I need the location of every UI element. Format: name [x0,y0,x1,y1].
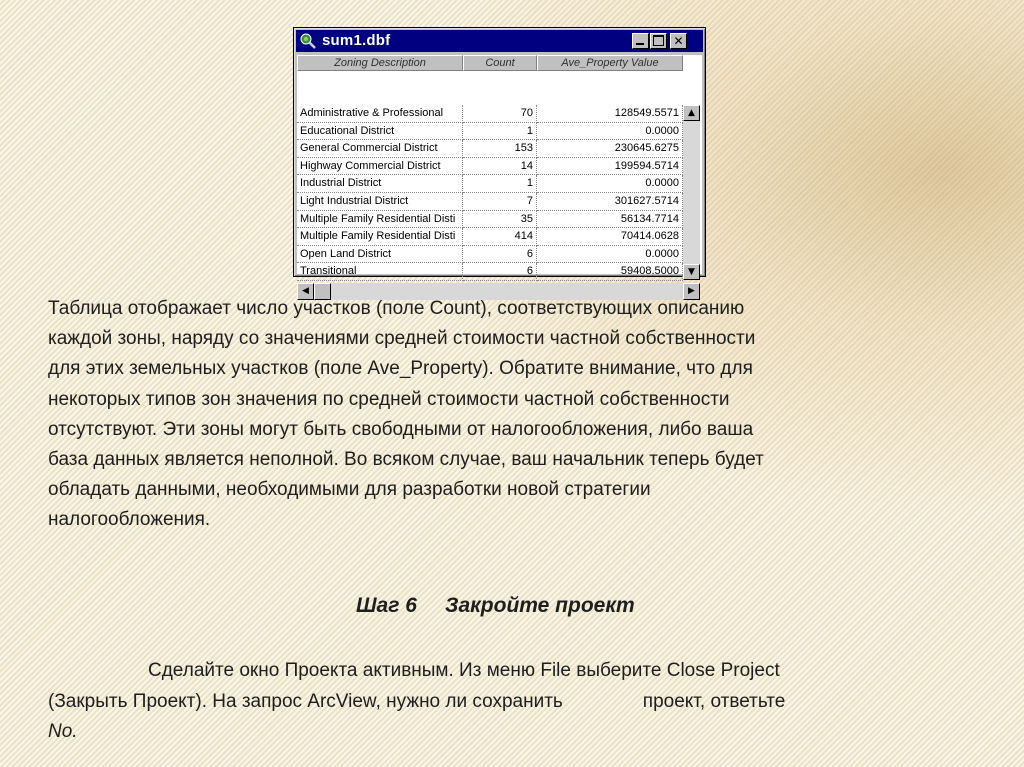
cell-count[interactable]: 1 [463,123,537,141]
cell-zoning[interactable]: Transitional [297,263,463,281]
table-header [297,55,683,71]
cell-count[interactable]: 7 [463,193,537,211]
cell-zoning[interactable]: Industrial District [297,175,463,193]
cell-ave-value[interactable]: 0.0000 [537,246,683,264]
dbf-table-window[interactable] [293,27,706,296]
cell-ave-value[interactable]: 56134.7714 [537,211,683,229]
cell-zoning[interactable]: General Commercial District [297,140,463,158]
minimize-button[interactable] [632,33,649,49]
column-header-ave-property-value[interactable]: Ave_Property Value [537,55,683,71]
cell-ave-value[interactable]: 0.0000 [537,175,683,193]
cell-count[interactable]: 6 [463,263,537,281]
table-row[interactable] [297,263,683,281]
instruction-line: проект, ответьте [642,690,786,712]
paragraph-line: для этих земельных участков (поле Ave_Property). Обратите внимание, что для [48,358,753,380]
cell-zoning[interactable]: Educational District [297,123,463,141]
arrow-left-icon: ◀ [302,286,309,296]
step-heading [356,594,635,618]
cell-zoning[interactable]: Highway Commercial District [297,158,463,176]
cell-ave-value[interactable]: 0.0000 [537,123,683,141]
cell-count[interactable]: 153 [463,140,537,158]
cell-ave-value[interactable]: 230645.6275 [537,140,683,158]
cell-count[interactable]: 1 [463,175,537,193]
table-row[interactable] [297,123,683,141]
table-row[interactable] [297,193,683,211]
cell-count[interactable]: 14 [463,158,537,176]
table-row[interactable] [297,105,683,123]
instruction-line: (Закрыть Проект). На запрос ArcView, нужно ли сохранить [48,690,563,712]
attribute-table-grid[interactable] [297,55,702,296]
cell-count[interactable]: 6 [463,246,537,264]
paragraph-line: обладать данными, необходимыми для разработки новой стратегии [48,479,651,501]
cell-count[interactable]: 414 [463,228,537,246]
table-row[interactable] [297,211,683,229]
cell-zoning[interactable]: Open Land District [297,246,463,264]
paragraph-line: некоторых типов зон значения по средней стоимости частной собственности [48,388,730,410]
cell-zoning[interactable]: Multiple Family Residential Disti [297,211,463,229]
table-row[interactable] [297,175,683,193]
column-header-count[interactable]: Count [463,55,537,71]
cell-zoning[interactable]: Light Industrial District [297,193,463,211]
table-row[interactable] [297,246,683,264]
cell-zoning[interactable]: Administrative & Professional [297,105,463,123]
instruction-answer: No. [48,721,78,742]
paragraph-line: Таблица отображает число участков (поле Count), соответствующих описанию [48,298,745,319]
window-titlebar[interactable] [296,30,703,52]
cell-ave-value[interactable]: 199594.5714 [537,158,683,176]
cell-ave-value[interactable]: 128549.5571 [537,105,683,123]
arrow-up-icon: ▲ [688,108,695,118]
step-number: Шаг 6 [356,594,417,617]
cell-ave-value[interactable]: 70414.0628 [537,228,683,246]
table-row[interactable] [297,228,683,246]
table-row[interactable] [297,140,683,158]
cell-ave-value[interactable]: 59408.5000 [537,263,683,281]
close-icon: ✕ [673,34,684,48]
scroll-down-button[interactable] [683,264,700,280]
scroll-up-button[interactable] [683,105,700,121]
column-header-zoning-description[interactable]: Zoning Description [297,55,463,71]
paragraph-line: каждой зоны, наряду со значениями средней стоимости частной собственности [48,328,756,350]
window-title: sum1.dbf [322,32,391,49]
table-rows [297,105,683,281]
cell-zoning[interactable]: Multiple Family Residential Disti [297,228,463,246]
description-paragraph [48,294,948,536]
arrow-down-icon: ▼ [688,267,695,277]
maximize-button[interactable] [650,33,667,49]
table-row[interactable] [297,158,683,176]
step-title: Закройте проект [444,594,635,617]
paragraph-line: база данных является неполной. Во всяком случае, ваш начальник теперь будет [48,449,764,471]
cell-count[interactable]: 70 [463,105,537,123]
cell-count[interactable]: 35 [463,211,537,229]
arrow-right-icon: ▶ [688,286,695,296]
instruction-line: Сделайте окно Проекта активным. Из меню File выберите Close Project [148,660,780,681]
arcview-table-icon [299,32,317,50]
close-button[interactable] [670,33,687,49]
vertical-scrollbar[interactable] [683,105,700,280]
instruction-paragraph [48,656,968,748]
paragraph-line: налогообложения. [48,509,211,531]
cell-ave-value[interactable]: 301627.5714 [537,193,683,211]
paragraph-line: отсутствуют. Эти зоны могут быть свободными от налогообложения, либо ваша [48,418,754,440]
